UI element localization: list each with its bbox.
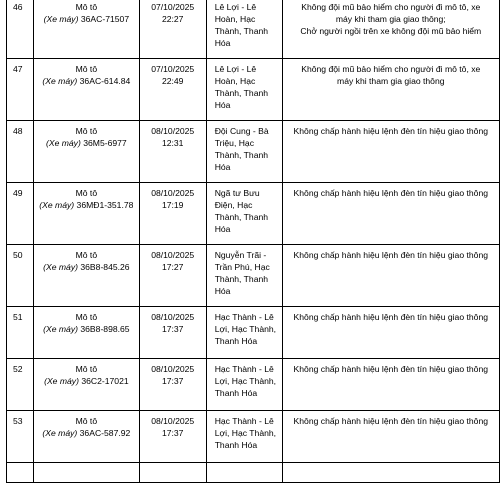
location-line: Ngã tư Bưu — [214, 188, 260, 198]
location-line: Hóa — [214, 100, 231, 110]
violation-time: 22:27 — [161, 14, 184, 24]
location-line: Lợi, Hạc Thành, — [214, 324, 277, 334]
table-row — [7, 307, 500, 359]
violation-date: 08/10/2025 — [151, 364, 195, 374]
violation-line: Chở người ngồi trên xe không đội mũ bảo hiểm — [300, 26, 482, 36]
vehicle-cell — [33, 121, 139, 183]
datetime-cell — [139, 183, 206, 245]
datetime-cell — [139, 245, 206, 307]
violation-date: 07/10/2025 — [151, 2, 195, 12]
row-number: 50 — [13, 250, 23, 260]
table-row-partial — [7, 463, 500, 483]
violation-time: 17:37 — [161, 376, 184, 386]
violation-cell — [282, 245, 499, 307]
location-cell — [206, 183, 282, 245]
partial-cell — [206, 463, 282, 483]
violation-date: 08/10/2025 — [151, 312, 195, 322]
location-line: Lợi, Hạc Thành, — [214, 428, 277, 438]
vehicle-kind: (Xe máy) — [42, 76, 78, 86]
table-row — [7, 0, 500, 59]
license-plate: 36M5-6977 — [83, 138, 127, 148]
vehicle-type: Mô tô — [75, 416, 98, 426]
vehicle-kind: (Xe máy) — [43, 14, 79, 24]
location-cell — [206, 0, 282, 59]
violation-cell — [282, 183, 499, 245]
row-number-cell — [7, 59, 34, 121]
violation-cell — [282, 121, 499, 183]
vehicle-cell — [33, 307, 139, 359]
license-plate: 36MĐ1-351.78 — [76, 200, 134, 210]
table-row — [7, 359, 500, 411]
location-line: Đội Cung - Bà — [214, 126, 269, 136]
vehicle-cell — [33, 411, 139, 463]
datetime-cell — [139, 59, 206, 121]
location-line: Lợi, Hạc Thành, — [214, 376, 277, 386]
location-line: Nguyễn Trãi - — [214, 250, 267, 260]
location-line: Hạc Thành - Lê — [214, 416, 274, 426]
location-line: Thành, Thanh — [214, 150, 269, 160]
vehicle-cell — [33, 183, 139, 245]
partial-cell — [7, 463, 34, 483]
row-number: 51 — [13, 312, 23, 322]
location-cell — [206, 359, 282, 411]
location-cell — [206, 245, 282, 307]
location-line: Lê Lợi - Lê — [214, 64, 257, 74]
row-number-cell — [7, 121, 34, 183]
vehicle-plate-line — [37, 137, 136, 149]
row-number-cell — [7, 307, 34, 359]
partial-cell — [282, 463, 499, 483]
vehicle-kind: (Xe máy) — [45, 138, 81, 148]
row-number-cell — [7, 245, 34, 307]
location-line: Thành, Thanh — [214, 212, 269, 222]
vehicle-kind: (Xe máy) — [42, 428, 78, 438]
row-number-cell — [7, 183, 34, 245]
vehicle-type: Mô tô — [75, 312, 98, 322]
location-line: Điện, Hạc — [214, 200, 253, 210]
vehicle-type: Mô tô — [75, 64, 98, 74]
vehicle-type: Mô tô — [75, 2, 98, 12]
row-number: 46 — [13, 2, 23, 12]
violation-time: 17:27 — [161, 262, 184, 272]
vehicle-plate-line — [37, 375, 136, 387]
license-plate: 36AC-614.84 — [79, 76, 131, 86]
license-plate: 36B8-898.65 — [80, 324, 130, 334]
vehicle-cell — [33, 59, 139, 121]
vehicle-type: Mô tô — [75, 188, 98, 198]
datetime-cell — [139, 307, 206, 359]
vehicle-cell — [33, 0, 139, 59]
location-line: Hóa — [214, 38, 231, 48]
location-line: Hạc Thành - Lê — [214, 364, 274, 374]
violation-line: Không chấp hành hiệu lệnh đèn tín hiệu giao thông — [293, 126, 489, 136]
violation-line: máy khi tham gia giao thông — [337, 76, 445, 86]
violation-line: Không chấp hành hiệu lệnh đèn tín hiệu giao thông — [293, 364, 489, 374]
row-number: 53 — [13, 416, 23, 426]
vehicle-plate-line — [37, 13, 136, 25]
violation-time: 17:37 — [161, 324, 184, 334]
location-line: Hóa — [214, 286, 231, 296]
location-line: Thành, Thanh — [214, 88, 269, 98]
datetime-cell — [139, 0, 206, 59]
violation-line: Không đội mũ bảo hiểm cho người đi mô tô, xe — [301, 64, 481, 74]
datetime-cell — [139, 359, 206, 411]
location-line: Thành, Thanh — [214, 274, 269, 284]
location-line: Hạc Thành - Lê — [214, 312, 274, 322]
table-body — [7, 0, 500, 483]
vehicle-kind: (Xe máy) — [43, 262, 78, 272]
violation-time: 12:31 — [161, 138, 184, 148]
row-number-cell — [7, 0, 34, 59]
partial-cell — [139, 463, 206, 483]
vehicle-plate-line — [37, 323, 136, 335]
violation-date: 08/10/2025 — [151, 126, 195, 136]
partial-cell — [33, 463, 139, 483]
violation-cell — [282, 0, 499, 59]
location-line: Hóa — [214, 162, 231, 172]
license-plate: 36AC-71507 — [80, 14, 130, 24]
vehicle-type: Mô tô — [75, 126, 98, 136]
row-number: 47 — [13, 64, 23, 74]
vehicle-kind: (Xe máy) — [39, 200, 75, 210]
row-number: 49 — [13, 188, 23, 198]
violation-line: Không đội mũ bảo hiểm cho người đi mô tô, xe — [301, 2, 481, 12]
table-row — [7, 183, 500, 245]
violation-time: 17:37 — [161, 428, 184, 438]
violation-cell — [282, 359, 499, 411]
row-number: 48 — [13, 126, 23, 136]
datetime-cell — [139, 121, 206, 183]
violation-line: Không chấp hành hiệu lệnh đèn tín hiệu giao thông — [293, 416, 489, 426]
vehicle-type: Mô tô — [75, 364, 98, 374]
violation-time: 22:49 — [161, 76, 184, 86]
license-plate: 36AC-587.92 — [79, 428, 131, 438]
location-line: Thanh Hóa — [214, 336, 258, 346]
vehicle-plate-line — [37, 75, 136, 87]
violation-table — [6, 0, 500, 483]
datetime-cell — [139, 411, 206, 463]
license-plate: 36C2-17021 — [81, 376, 129, 386]
location-line: Hoàn, Hạc — [214, 76, 256, 86]
table-row — [7, 121, 500, 183]
vehicle-kind: (Xe máy) — [43, 324, 78, 334]
license-plate: 36B8-845.26 — [80, 262, 130, 272]
location-cell — [206, 59, 282, 121]
table-row — [7, 411, 500, 463]
location-line: Thành, Thanh — [214, 26, 269, 36]
table-row — [7, 245, 500, 307]
location-line: Thanh Hóa — [214, 440, 258, 450]
location-line: Lê Lợi - Lê — [214, 2, 257, 12]
violation-date: 08/10/2025 — [151, 188, 195, 198]
location-cell — [206, 307, 282, 359]
violation-line: máy khi tham gia giao thông; — [335, 14, 446, 24]
location-cell — [206, 121, 282, 183]
violation-cell — [282, 307, 499, 359]
violation-date: 08/10/2025 — [151, 250, 195, 260]
violation-line: Không chấp hành hiệu lệnh đèn tín hiệu giao thông — [293, 250, 489, 260]
vehicle-plate-line — [37, 199, 136, 211]
vehicle-kind: (Xe máy) — [44, 376, 79, 386]
violation-cell — [282, 59, 499, 121]
vehicle-cell — [33, 359, 139, 411]
location-line: Hóa — [214, 224, 231, 234]
table-row — [7, 59, 500, 121]
vehicle-type: Mô tô — [75, 250, 98, 260]
violation-date: 08/10/2025 — [151, 416, 195, 426]
violation-time: 17:19 — [161, 200, 184, 210]
location-line: Hoàn, Hạc — [214, 14, 256, 24]
location-line: Thanh Hóa — [214, 388, 258, 398]
violation-line: Không chấp hành hiệu lệnh đèn tín hiệu giao thông — [293, 312, 489, 322]
violation-date: 07/10/2025 — [151, 64, 195, 74]
violation-table-page — [6, 0, 500, 483]
vehicle-plate-line — [37, 427, 136, 439]
location-line: Trần Phú, Hạc — [214, 262, 270, 272]
vehicle-cell — [33, 245, 139, 307]
violation-line: Không chấp hành hiệu lệnh đèn tín hiệu giao thông — [293, 188, 489, 198]
violation-cell — [282, 411, 499, 463]
vehicle-plate-line — [37, 261, 136, 273]
location-cell — [206, 411, 282, 463]
row-number: 52 — [13, 364, 23, 374]
row-number-cell — [7, 411, 34, 463]
row-number-cell — [7, 359, 34, 411]
location-line: Triệu, Hạc — [214, 138, 255, 148]
